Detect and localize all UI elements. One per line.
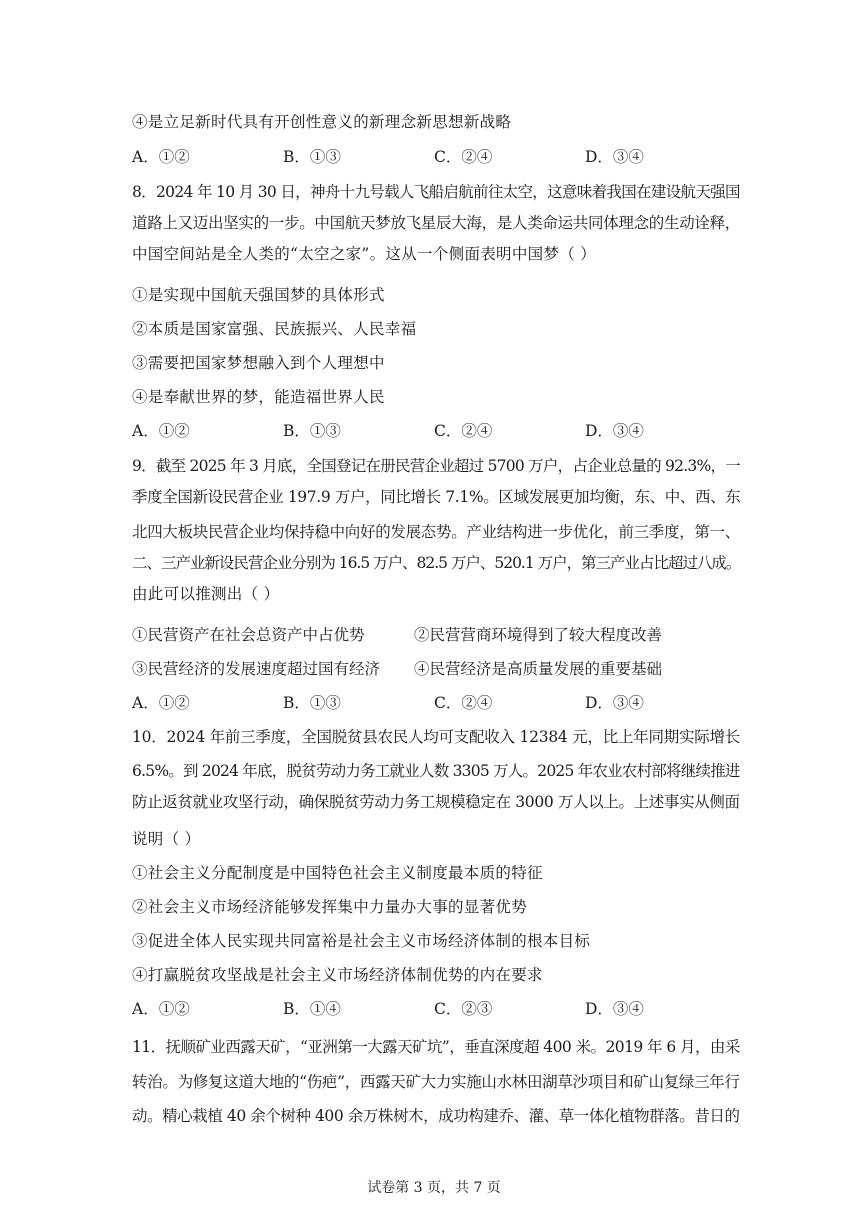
- q8-item-3: ③需要把国家梦想融入到个人理想中: [132, 354, 385, 372]
- q10-option-d[interactable]: D．③④: [585, 1000, 644, 1018]
- q9-option-d[interactable]: D．③④: [585, 694, 644, 712]
- q9-stem-line-5: 由此可以推测出（ ）: [132, 585, 280, 603]
- q10-item-3: ③促进全体人民实现共同富裕是社会主义市场经济体制的根本目标: [132, 932, 591, 950]
- q10-stem-line-1: 10．2024 年前三季度，全国脱贫县农民人均可支配收入 12384 元，比上年同期实际增长: [132, 728, 741, 746]
- q10-stem-line-3: 防止返贫就业攻坚行动，确保脱贫劳动力务工规模稳定在 3000 万人以上。上述事实从侧面: [132, 793, 740, 811]
- q9-stem-line-3: 北四大板块民营企业均保持稳中向好的发展态势。产业结构进一步优化，前三季度，第一、: [132, 523, 741, 541]
- prev-option-a[interactable]: A．①②: [132, 148, 190, 166]
- prev-option-b[interactable]: B．①③: [283, 148, 341, 166]
- q10-stem-line-4: 说明（ ）: [132, 830, 201, 848]
- q8-item-1: ①是实现中国航天强国梦的具体形式: [132, 286, 385, 304]
- page-footer: 试卷第 3 页，共 7 页: [367, 1180, 501, 1196]
- q9-stem-line-4: 二、三产业新设民营企业分别为 16.5 万户、82.5 万户、520.1 万户，第三产业占比超过八成。: [132, 554, 741, 572]
- q8-option-c[interactable]: C．②④: [434, 422, 493, 440]
- prev-item-4: ④是立足新时代具有开创性意义的新理念新思想新战略: [132, 113, 512, 131]
- q9-item-2: ②民营营商环境得到了较大程度改善: [414, 626, 663, 644]
- q8-item-2: ②本质是国家富强、民族振兴、人民幸福: [132, 320, 417, 338]
- q10-item-2: ②社会主义市场经济能够发挥集中力量办大事的显著优势: [132, 898, 528, 916]
- q9-item-3: ③民营经济的发展速度超过国有经济: [132, 660, 381, 678]
- q8-stem-line-1: 8．2024 年 10 月 30 日，神舟十九号载人飞船启航前往太空，这意味着我国在建设航天强国: [132, 183, 740, 201]
- q8-option-a[interactable]: A．①②: [132, 422, 190, 440]
- q9-stem-line-1: 9．截至 2025 年 3 月底，全国登记在册民营企业超过 5700 万户，占企业总量的 92.3%，一: [132, 457, 740, 475]
- q9-stem-line-2: 季度全国新设民营企业 197.9 万户，同比增长 7.1%。区域发展更加均衡，东、中、西、东: [132, 488, 741, 506]
- q9-option-a[interactable]: A．①②: [132, 694, 190, 712]
- q8-option-b[interactable]: B．①③: [283, 422, 341, 440]
- prev-option-d[interactable]: D．③④: [585, 148, 644, 166]
- q8-stem-line-3: 中国空间站是全人类的“太空之家”。这从一个侧面表明中国梦（ ）: [132, 245, 597, 263]
- q9-option-b[interactable]: B．①③: [283, 694, 341, 712]
- q10-item-1: ①社会主义分配制度是中国特色社会主义制度最本质的特征: [132, 864, 543, 882]
- prev-option-c[interactable]: C．②④: [434, 148, 493, 166]
- q11-stem-line-2: 转治。为修复这道大地的“伤疤”，西露天矿大力实施山水林田湖草沙项目和矿山复绿三年行: [132, 1073, 740, 1091]
- q8-stem-line-2: 道路上又迈出坚实的一步。中国航天梦放飞星辰大海，是人类命运共同体理念的生动诠释，: [132, 214, 741, 232]
- q9-item-4: ④民营经济是高质量发展的重要基础: [414, 660, 663, 678]
- q10-stem-line-2: 6.5%。到 2024 年底，脱贫劳动力务工就业人数 3305 万人。2025 年农业农村部将继续推进: [132, 762, 740, 780]
- q10-option-a[interactable]: A．①②: [132, 1000, 190, 1018]
- q10-option-b[interactable]: B．①④: [283, 1000, 341, 1018]
- q9-option-c[interactable]: C．②④: [434, 694, 493, 712]
- q11-stem-line-1: 11．抚顺矿业西露天矿，“亚洲第一大露天矿坑”，垂直深度超 400 米。2019 年 6 月，由采: [132, 1038, 740, 1056]
- q8-option-d[interactable]: D．③④: [585, 422, 644, 440]
- q8-item-4: ④是奉献世界的梦，能造福世界人民: [132, 388, 385, 406]
- q10-option-c[interactable]: C．②③: [434, 1000, 493, 1018]
- q11-stem-line-3: 动。精心栽植 40 余个树种 400 余万株树木，成功构建乔、灌、草一体化植物群落。昔日的: [132, 1107, 740, 1125]
- q9-item-1: ①民营资产在社会总资产中占优势: [132, 626, 365, 644]
- q10-item-4: ④打赢脱贫攻坚战是社会主义市场经济体制优势的内在要求: [132, 966, 543, 984]
